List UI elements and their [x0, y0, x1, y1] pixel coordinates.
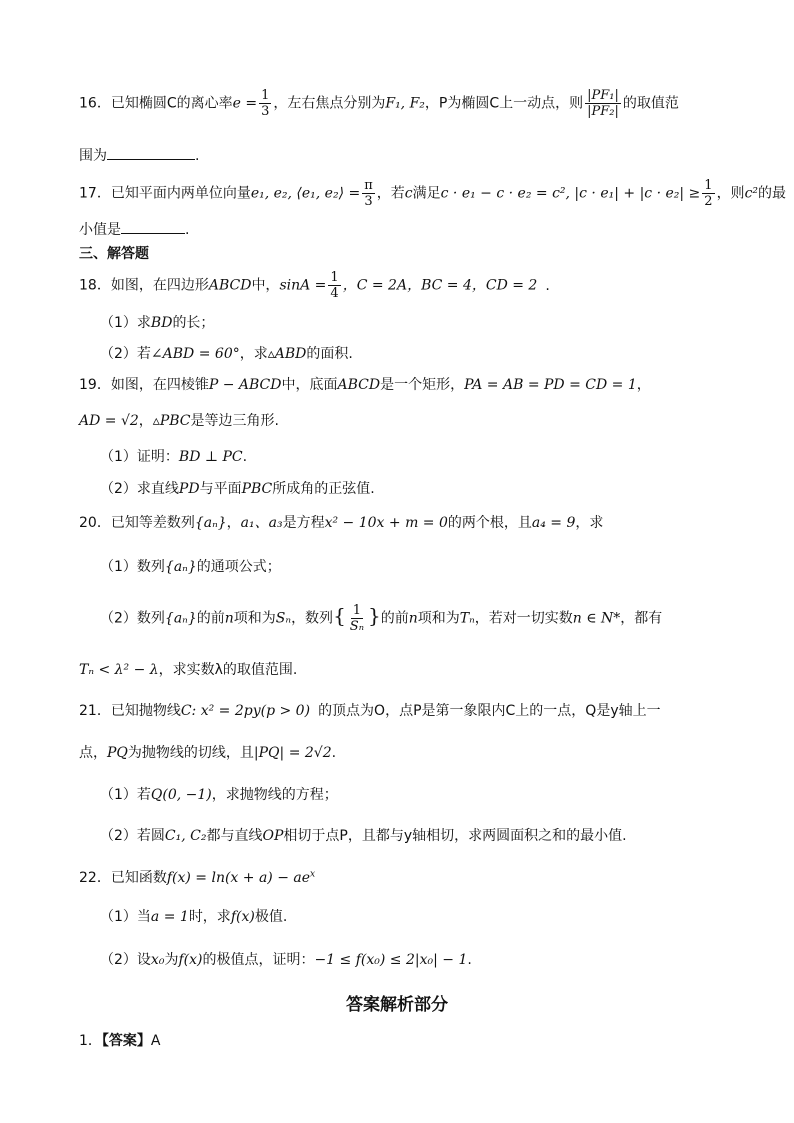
q17-text-6: 小值是 [79, 222, 121, 238]
q22-function: f(x) = ln(x + a) − ae [166, 870, 311, 886]
q22-exponent: x [310, 869, 316, 880]
q21-part2-op: OP [262, 828, 284, 844]
q21-part2-text-d: 相切于点P，且都与y轴相切，求两圆面积之和的最小值. [283, 828, 627, 844]
q18-part1-bd: BD [150, 315, 173, 331]
q22-part1-a: a = 1 [150, 909, 189, 925]
q21-part2-circles: C₁, C₂ [164, 828, 207, 844]
q17-end: . [185, 222, 190, 238]
q21-text-2: 的顶点为O，点P是第一象限内C上的一点，Q是y轴上一 [318, 703, 661, 719]
q16-e-fraction [259, 88, 271, 119]
q20-part2-n-in-n: n ∈ N* [572, 610, 621, 627]
q22-text-1: 已知函数 [110, 870, 167, 886]
q17-line2 [79, 219, 189, 239]
q20-part2-text-i: ，求实数λ的取值范围. [158, 662, 298, 678]
q17-text-4: ，则 [716, 185, 745, 202]
q18-conditions: ，C = 2A，BC = 4，CD = 2 [342, 277, 538, 294]
q22-part2-text-b: 为 [164, 952, 179, 968]
q18-number: 18． [79, 277, 111, 294]
q16-e: e = [232, 95, 258, 112]
q22-part2-inequality: −1 ≤ f(x₀) ≤ 2|x₀| − 1 [314, 952, 468, 968]
q22-part2-text-c: 的极值点，证明： [202, 952, 315, 968]
q19-ad: AD = √2 [79, 413, 139, 429]
q19-triangle-pbc: ▵PBC [152, 413, 191, 429]
q20-recip-num: 1 [352, 603, 362, 618]
q22-part2-x0: x₀ [150, 952, 165, 968]
q21-part2-text-b: 都与直线 [206, 828, 263, 844]
q16-ratio [585, 88, 621, 119]
q20-part2-sn: Sₙ [275, 610, 292, 627]
q20-part1-text-b: 的通项公式； [196, 559, 281, 575]
q18-part2-text-c: 的面积. [306, 346, 353, 362]
q17-c: c [404, 185, 413, 202]
q18-text-2: 中， [251, 277, 280, 294]
q19-part1-text: （1）证明： [100, 449, 179, 465]
q20-part1-sequence: {aₙ} [164, 559, 197, 575]
q16-e-den: 3 [261, 104, 270, 119]
q17-text-1: 已知平面内两单位向量 [110, 185, 251, 202]
q22-part2-text-a: （2）设 [100, 952, 151, 968]
q19-text-1: 如图，在四棱锥 [110, 377, 209, 393]
q18-part1-text-a: （1）求 [100, 315, 151, 331]
q16-ratio-den: |PF₂| [587, 104, 619, 119]
q17-pi-num: π [364, 178, 373, 193]
q19-part2-text-a: （2）求直线 [100, 481, 179, 497]
q21-part1-text-a: （1）若 [100, 787, 151, 803]
q18-text-1: 如图，在四边形 [110, 277, 209, 294]
q17-half [702, 178, 714, 209]
q20-text-3: 是方程 [282, 515, 325, 531]
q18-sin-den: 4 [330, 286, 339, 301]
q17-number: 17． [79, 185, 111, 202]
q18-part1 [100, 312, 214, 332]
q19-part2-text-b: 与平面 [199, 481, 242, 497]
q19-part2-text-c: 所成角的正弦值. [272, 481, 375, 497]
q22-part1-text-b: 时，求 [188, 909, 231, 925]
q17-answer-blank [121, 221, 185, 234]
q18-line1 [79, 270, 550, 301]
q20-line1 [79, 512, 603, 532]
q22-part1 [100, 906, 287, 926]
q16-text-3: ，P为椭圆C上一动点，则 [424, 95, 584, 112]
q20-part2-text-f: 项和为 [417, 610, 460, 627]
q19-text-6: 是等边三角形. [190, 413, 279, 429]
q21-part1-text-b: ，求抛物线的方程； [211, 787, 338, 803]
q18-sin: sinA = [279, 277, 327, 294]
q20-part2-n: n [224, 610, 234, 627]
q16-text-4: 的取值范 [622, 95, 679, 112]
q21-text-5: . [331, 745, 337, 761]
q21-line1 [79, 700, 661, 720]
q16-end: . [195, 148, 200, 164]
q22-number: 22． [79, 870, 111, 886]
q17-half-den: 2 [704, 194, 713, 209]
q20-part2-text-d: ，数列 [291, 610, 334, 627]
q16-answer-blank [107, 147, 195, 160]
q21-parabola: C: x² = 2py(p > 0) [180, 703, 311, 719]
q20-recip-fraction [348, 603, 366, 634]
q20-a4: a₄ = 9 [531, 515, 576, 531]
answer-1-value: A [150, 1033, 161, 1049]
q18-abcd: ABCD [208, 277, 252, 294]
q20-part2-text-g: ，若对一切实数 [474, 610, 573, 627]
q16-text-5: 围为 [79, 148, 107, 164]
q20-right-brace: } [367, 603, 381, 628]
q18-part2-text-b: ，求 [239, 346, 268, 362]
q18-sin-num: 1 [330, 270, 339, 285]
q17-pi-fraction [362, 178, 375, 209]
q16-foci: F₁, F₂ [385, 95, 425, 112]
q18-part2 [100, 343, 353, 363]
q18-part1-text-b: 的长； [172, 315, 215, 331]
section-heading: 三、解答题 [79, 246, 149, 262]
q19-text-3: 是一个矩形， [380, 377, 465, 393]
q20-part1 [100, 556, 281, 576]
q19-part1-end: . [242, 449, 248, 465]
q20-part1-text-a: （1）数列 [100, 559, 165, 575]
q20-part2-text-a: （2）数列 [100, 610, 165, 627]
q17-line1 [79, 178, 786, 209]
q20-part2-text-b: 的前 [196, 610, 225, 627]
answer-1-number: 1． [79, 1033, 102, 1049]
q18-part2-angle: ∠ABD = 60° [150, 346, 240, 362]
q21-pq: PQ [107, 745, 128, 761]
q22-part1-text-a: （1）当 [100, 909, 151, 925]
q20-part2-n2: n [408, 610, 418, 627]
q21-part2 [100, 825, 627, 845]
q17-condition: c · e₁ − c · e₂ = c², |c · e₁| + |c · e₂| ≥ [440, 185, 701, 202]
q17-text-3: 满足 [412, 185, 441, 202]
q18-part2-text-a: （2）若 [100, 346, 151, 362]
q19-text-5: ， [138, 413, 153, 429]
q20-part2-text-c: 项和为 [233, 610, 276, 627]
q20-part2 [100, 603, 662, 634]
q20-text-5: ，求 [575, 515, 604, 531]
q16-text-1: 已知椭圆C的离心率 [110, 95, 233, 112]
q17-text-2: ，若 [376, 185, 405, 202]
q19-text-2: 中，底面 [281, 377, 338, 393]
q22-part2-f: f(x) [178, 952, 203, 968]
q20-text-2: ， [226, 515, 241, 531]
answer-1 [79, 1030, 161, 1050]
q20-recip-den: Sₙ [349, 619, 364, 634]
q22-part1-text-c: 极值. [254, 909, 288, 925]
q19-abcd: ABCD [337, 377, 381, 393]
q21-part1 [100, 784, 338, 804]
q21-part2-text-a: （2）若圆 [100, 828, 165, 844]
q16-ratio-num: |PF₁| [587, 88, 619, 103]
q19-equalities: PA = AB = PD = CD = 1 [464, 377, 637, 393]
q22-part1-f: f(x) [230, 909, 255, 925]
q20-part2-line2 [79, 659, 297, 679]
q20-a1-a3: a₁、a₃ [240, 515, 283, 531]
q21-text-3: 点， [79, 745, 107, 761]
q19-part1 [100, 446, 247, 466]
q21-text-1: 已知抛物线 [110, 703, 181, 719]
q20-number: 20． [79, 515, 111, 531]
q16-line2 [79, 145, 199, 165]
q18-sin-fraction [328, 270, 340, 301]
q19-number: 19． [79, 377, 111, 393]
answer-1-tag: 【答案】 [101, 1033, 151, 1049]
q20-part2-sequence: {aₙ} [164, 610, 197, 627]
q16-number: 16． [79, 95, 111, 112]
q18-part2-triangle: ▵ABD [267, 346, 307, 362]
q19-text-4: ， [636, 377, 651, 393]
q16-line1 [79, 88, 679, 119]
q21-part1-q: Q(0, −1) [150, 787, 212, 803]
answer-section-title: 答案解析部分 [346, 995, 448, 1015]
q20-text-1: 已知等差数列 [110, 515, 195, 531]
q19-line1 [79, 374, 651, 394]
q16-e-num: 1 [261, 88, 270, 103]
q17-pi-den: 3 [364, 194, 373, 209]
q20-equation: x² − 10x + m = 0 [324, 515, 448, 531]
q21-number: 21． [79, 703, 111, 719]
q20-part2-text-e: 的前 [380, 610, 409, 627]
q20-text-4: 的两个根，且 [447, 515, 532, 531]
q19-pyramid: P − ABCD [208, 377, 282, 393]
q20-inequality: Tₙ < λ² − λ [79, 662, 159, 678]
q21-text-4: 为抛物线的切线，且 [127, 745, 254, 761]
q17-text-5: 的最 [758, 185, 787, 202]
q20-part2-tn: Tₙ [459, 610, 475, 627]
q19-part2-pd: PD [178, 481, 200, 497]
q19-part2 [100, 478, 375, 498]
q17-vectors: e₁, e₂, ⟨e₁, e₂⟩ = [250, 185, 361, 202]
q18-end: . [545, 277, 550, 294]
q20-part2-text-h: ，都有 [620, 610, 663, 627]
q22-part2 [100, 949, 472, 969]
q19-part2-pbc: PBC [241, 481, 273, 497]
q20-sequence: {aₙ} [194, 515, 227, 531]
q20-left-brace: { [333, 603, 346, 628]
q19-part1-math: BD ⊥ PC [178, 449, 243, 465]
q17-c2: c² [744, 185, 759, 202]
q21-line2 [79, 742, 336, 762]
q22-line1 [79, 867, 315, 887]
q19-line2 [79, 410, 279, 430]
q22-part2-end: . [467, 952, 472, 968]
q16-text-2: ，左右焦点分别为 [273, 95, 386, 112]
q21-pq-length: |PQ| = 2√2 [253, 745, 332, 761]
q17-half-num: 1 [704, 178, 713, 193]
